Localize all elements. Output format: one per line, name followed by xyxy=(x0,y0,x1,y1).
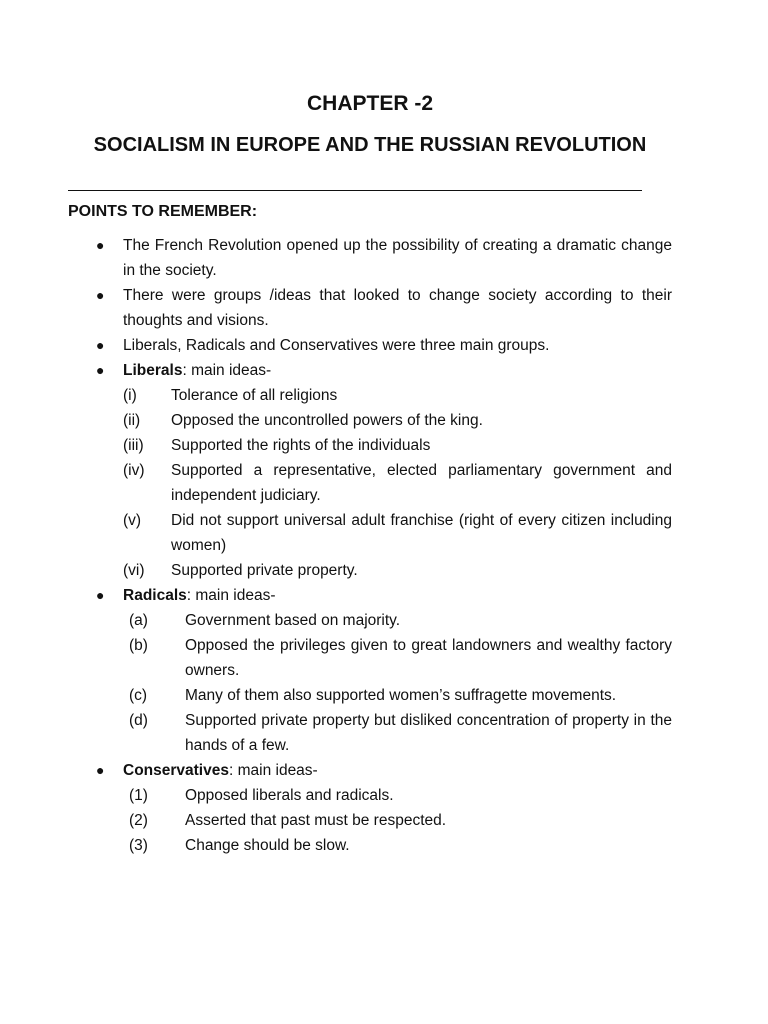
radicals-label: Radicals xyxy=(123,587,187,604)
item-text: Change should be slow. xyxy=(185,837,350,854)
item-text: Opposed the uncontrolled powers of the king. xyxy=(171,412,483,429)
item-text: Tolerance of all religions xyxy=(171,387,338,404)
item-number: (iv) xyxy=(123,462,145,479)
liberals-label: Liberals xyxy=(123,362,183,379)
bullet-icon: ● xyxy=(96,762,105,778)
bullet-text: The French Revolution opened up the possibility of creating a dramatic change in the society. xyxy=(123,237,672,279)
title-underline xyxy=(68,190,642,191)
liberals-item xyxy=(123,408,672,433)
item-text: Supported the rights of the individuals xyxy=(171,437,431,454)
item-number: (i) xyxy=(123,387,137,404)
conservatives-bullet xyxy=(96,758,672,783)
conservatives-item xyxy=(123,833,672,858)
item-text: Government based on majority. xyxy=(185,612,401,629)
liberals-item xyxy=(123,433,672,458)
section-heading: POINTS TO REMEMBER: xyxy=(68,203,258,220)
bullet-text: There were groups /ideas that looked to change society according to their thoughts and visions. xyxy=(123,287,672,329)
radicals-item xyxy=(123,708,672,758)
liberals-item xyxy=(123,458,672,508)
radicals-bullet xyxy=(96,583,672,608)
conservatives-item xyxy=(123,783,672,808)
item-number: (3) xyxy=(129,837,148,854)
chapter-number: CHAPTER -2 xyxy=(306,92,433,115)
item-number: (c) xyxy=(129,687,148,704)
item-text: Many of them also supported women’s suffragette movements. xyxy=(185,687,617,704)
item-text: Supported private property. xyxy=(171,562,358,579)
bullet-item xyxy=(96,233,672,283)
item-number: (a) xyxy=(129,612,148,629)
radicals-suffix: : main ideas- xyxy=(186,587,276,604)
bullet-icon: ● xyxy=(96,287,105,303)
item-number: (v) xyxy=(123,512,142,529)
item-number: (b) xyxy=(129,637,148,654)
liberals-item xyxy=(123,508,672,558)
bullet-icon: ● xyxy=(96,237,105,253)
item-text: Asserted that past must be respected. xyxy=(185,812,447,829)
conservatives-suffix: : main ideas- xyxy=(228,762,318,779)
item-text: Opposed the privileges given to great landowners and wealthy factory owners. xyxy=(185,637,672,679)
item-number: (vi) xyxy=(123,562,145,579)
item-text: Supported a representative, elected parliamentary government and independent judiciary. xyxy=(171,462,672,504)
radicals-item xyxy=(123,683,672,708)
item-text: Opposed liberals and radicals. xyxy=(185,787,394,804)
bullet-text: Liberals, Radicals and Conservatives were three main groups. xyxy=(123,337,550,354)
bullet-icon: ● xyxy=(96,337,105,353)
bullet-icon: ● xyxy=(96,362,105,378)
liberals-bullet xyxy=(96,358,672,383)
liberals-item xyxy=(123,558,672,583)
item-text: Did not support universal adult franchise (right of every citizen including women) xyxy=(171,512,672,554)
bullet-icon: ● xyxy=(96,587,105,603)
item-number: (ii) xyxy=(123,412,141,429)
item-number: (d) xyxy=(129,712,148,729)
item-text: Supported private property but disliked concentration of property in the hands of a few. xyxy=(185,712,672,754)
bullet-item xyxy=(96,333,672,358)
conservatives-label: Conservatives xyxy=(123,762,229,779)
item-number: (iii) xyxy=(123,437,144,454)
liberals-suffix: : main ideas- xyxy=(182,362,272,379)
bullet-item xyxy=(96,283,672,333)
radicals-item xyxy=(123,608,672,633)
radicals-item xyxy=(123,633,672,683)
item-number: (2) xyxy=(129,812,148,829)
conservatives-item xyxy=(123,808,672,833)
points-list xyxy=(96,233,672,858)
item-number: (1) xyxy=(129,787,148,804)
chapter-title: SOCIALISM IN EUROPE AND THE RUSSIAN REVOLUTION xyxy=(93,134,647,156)
liberals-item xyxy=(123,383,672,408)
